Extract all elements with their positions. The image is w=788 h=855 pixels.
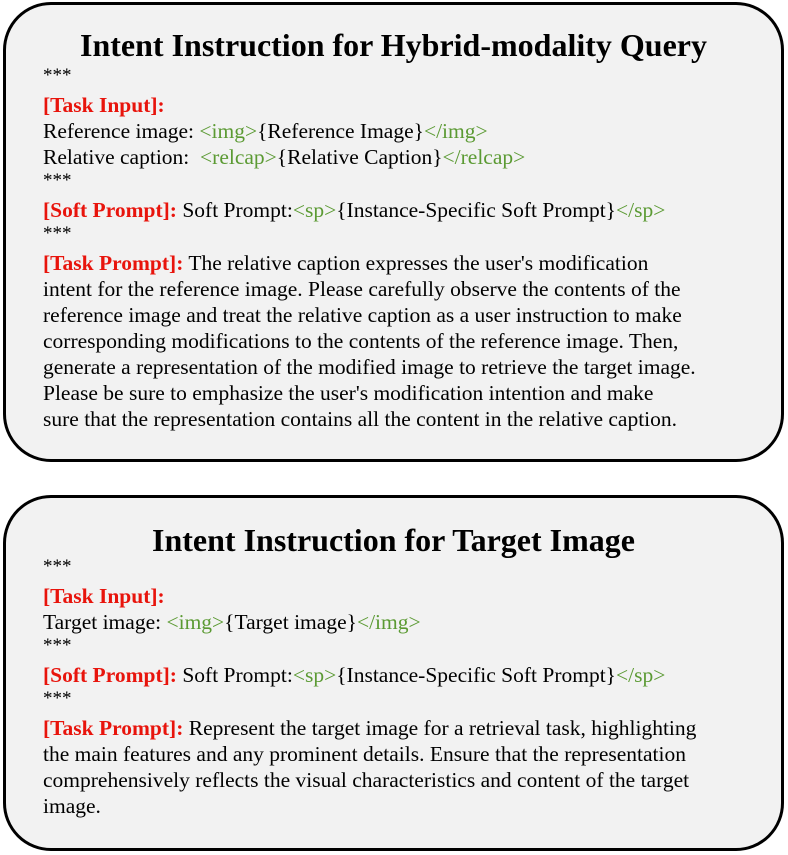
task-prompt-line-3: comprehensively reflects the visual characteristics and content of the target [43, 768, 690, 792]
task-prompt-line-5: generate a representation of the modified image to retrieve the target image. [43, 355, 696, 379]
reference-image-line [43, 118, 751, 144]
separator: *** [43, 556, 72, 577]
task-prompt-line-3: reference image and treat the relative caption as a user instruction to make [43, 303, 682, 327]
task-prompt-line-2: intent for the reference image. Please carefully observe the contents of the [43, 277, 681, 301]
soft-prompt-placeholder: {Instance-Specific Soft Prompt} [336, 198, 616, 222]
task-input-label: [Task Input]: [43, 93, 165, 117]
soft-prompt-prefix: Soft Prompt: [176, 198, 293, 222]
reference-image-prefix: Reference image: [43, 119, 200, 143]
target-instruction-panel [3, 495, 784, 851]
task-input-label: [Task Input]: [43, 584, 165, 608]
task-prompt-line-2: the main features and any prominent details. Ensure that the representation [43, 742, 686, 766]
target-panel-title: Intent Instruction for Target Image [152, 522, 635, 558]
target-image-prefix: Target image: [43, 610, 167, 634]
soft-prompt-line [43, 197, 751, 223]
target-image-line [43, 609, 751, 635]
task-prompt-label: [Task Prompt]: [43, 716, 184, 740]
relcap-open-tag: <relcap> [200, 145, 277, 169]
soft-prompt-prefix: Soft Prompt: [176, 663, 293, 687]
task-input-heading [43, 92, 751, 118]
img-close-tag: </img> [423, 119, 488, 143]
task-prompt-text: The relative caption expresses the user's modification [183, 251, 649, 275]
task-prompt-line-6: Please be sure to emphasize the user's modification intention and make [43, 381, 654, 405]
task-input-heading [43, 583, 751, 609]
hybrid-instruction-panel [3, 2, 784, 462]
separator: *** [43, 223, 72, 244]
separator: *** [43, 688, 72, 709]
soft-prompt-placeholder: {Instance-Specific Soft Prompt} [336, 663, 616, 687]
sp-close-tag: </sp> [616, 663, 666, 687]
soft-prompt-label: [Soft Prompt]: [43, 663, 177, 687]
hybrid-panel-content [43, 65, 751, 432]
relative-caption-line [43, 144, 751, 170]
task-prompt-line-4: image. [43, 794, 101, 818]
task-prompt-line-1 [43, 715, 751, 741]
separator: *** [43, 635, 72, 656]
target-panel-content [43, 556, 751, 819]
relcap-close-tag: </relcap> [442, 145, 526, 169]
task-prompt-line-1 [43, 250, 751, 276]
task-prompt-line-7: sure that the representation contains all the content in the relative caption. [43, 407, 678, 431]
reference-image-placeholder: {Reference Image} [257, 119, 424, 143]
sp-open-tag: <sp> [292, 663, 337, 687]
relative-caption-placeholder: {Relative Caption} [276, 145, 443, 169]
soft-prompt-label: [Soft Prompt]: [43, 198, 177, 222]
sp-open-tag: <sp> [292, 198, 337, 222]
img-open-tag: <img> [166, 610, 225, 634]
hybrid-panel-title: Intent Instruction for Hybrid-modality Query [80, 27, 707, 63]
task-prompt-label: [Task Prompt]: [43, 251, 184, 275]
separator: *** [43, 65, 72, 86]
img-open-tag: <img> [199, 119, 258, 143]
img-close-tag: </img> [356, 610, 421, 634]
separator: *** [43, 170, 72, 191]
soft-prompt-line [43, 662, 751, 688]
sp-close-tag: </sp> [616, 198, 666, 222]
task-prompt-line-4: corresponding modifications to the contents of the reference image. Then, [43, 329, 679, 353]
relative-caption-prefix: Relative caption: [43, 145, 201, 169]
task-prompt-text: Represent the target image for a retrieval task, highlighting [183, 716, 697, 740]
target-image-placeholder: {Target image} [224, 610, 357, 634]
